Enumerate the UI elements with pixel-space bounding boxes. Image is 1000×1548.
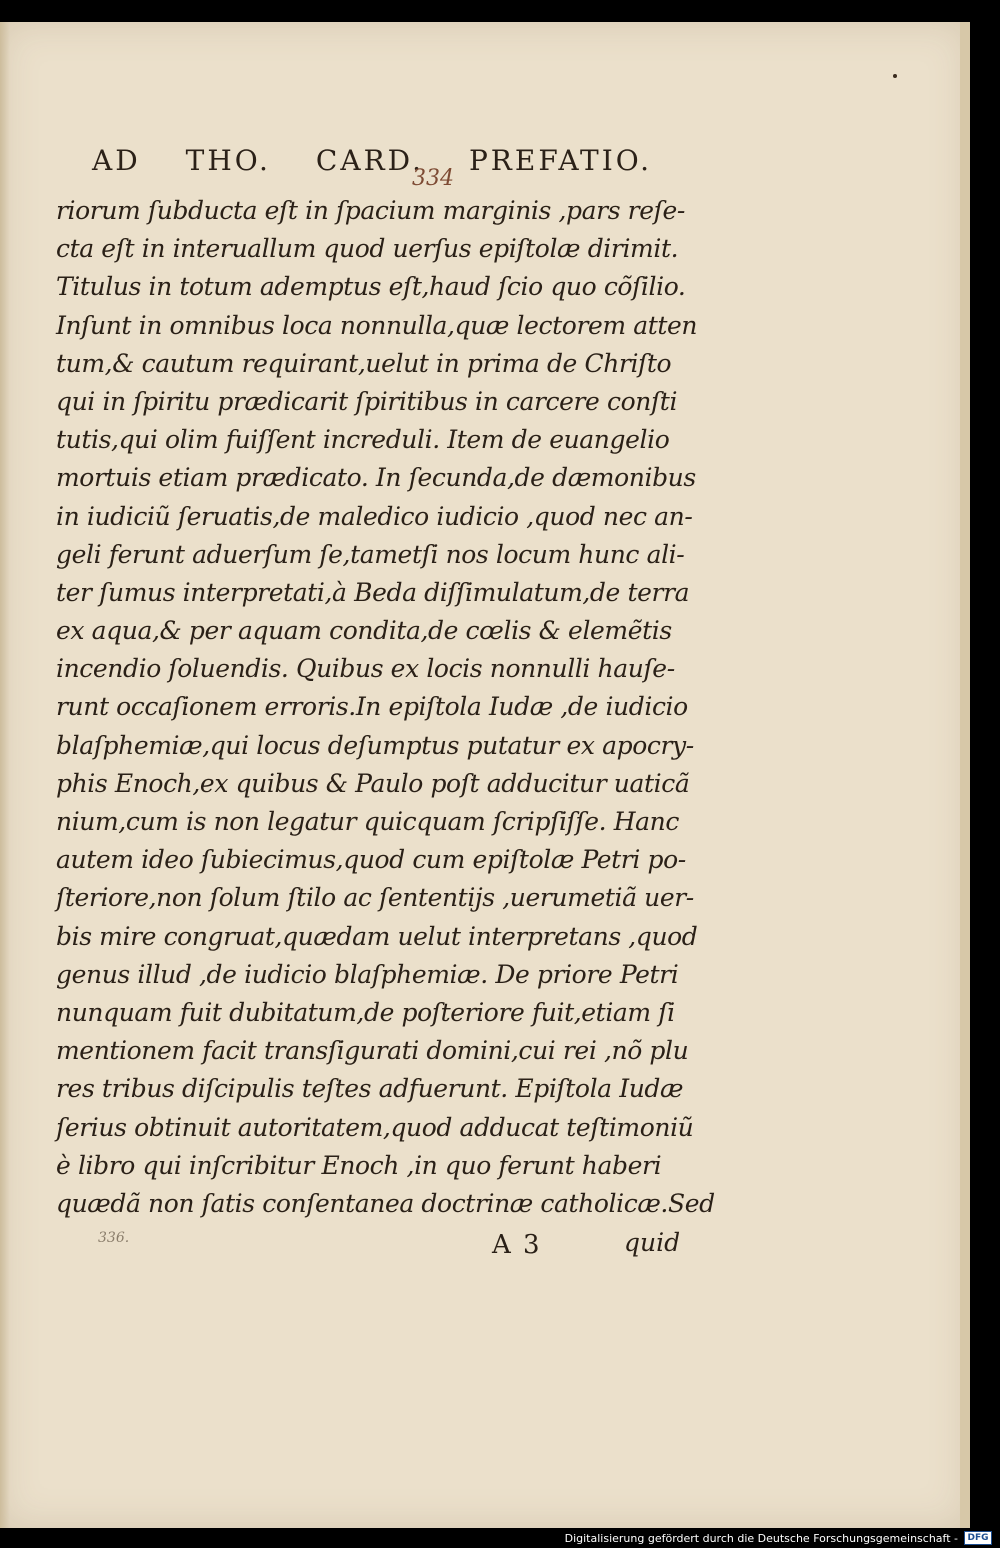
running-head-word: CARD. xyxy=(315,144,424,177)
running-head-word: THO. xyxy=(185,144,271,177)
text-line: blaſphemiæ,qui locus deſumptus putatur ex apocry- xyxy=(56,730,694,760)
page-edge xyxy=(960,22,970,1528)
text-line: ter ſumus interpretati,à Beda diſſimulatum,de terra xyxy=(56,577,690,607)
signature-mark: A 3 xyxy=(492,1230,542,1260)
footer-credit-text: Digitalisierung gefördert durch die Deutsche Forschungsgemeinschaft - xyxy=(564,1531,958,1545)
text-line: res tribus diſcipulis teſtes adfuerunt. Epiſtola Iudæ xyxy=(56,1074,684,1104)
text-line: quædã non ſatis conſentanea doctrinæ catholicæ.Sed xyxy=(56,1188,715,1218)
running-head-word: AD xyxy=(92,144,141,177)
text-line: mortuis etiam prædicato. In ſecunda,de dæmonibus xyxy=(56,463,696,493)
text-line: geli ferunt aduerſum ſe,tametſi nos locum hunc ali- xyxy=(56,539,685,569)
handwritten-margin-note: 336. xyxy=(98,1230,130,1246)
text-line: cta eſt in interuallum quod uerſus epiſtolæ dirimit. xyxy=(56,234,679,264)
running-head-word: PREFATIO. xyxy=(468,144,652,177)
text-line: bis mire congruat,quædam uelut interpretans ,quod xyxy=(56,921,698,951)
text-line: genus illud ,de iudicio blaſphemiæ. De priore Petri xyxy=(56,959,679,989)
dfg-logo-icon: DFG xyxy=(964,1531,992,1545)
text-line: mentionem facit transſigurati domini,cui rei ,nõ plu xyxy=(56,1036,689,1066)
text-line: nunquam fuit dubitatum,de poſteriore fuit,etiam ſi xyxy=(56,997,675,1027)
text-line: tutis,qui olim fuiſſent increduli. Item de euangelio xyxy=(56,425,670,455)
text-line: phis Enoch,ex quibus & Paulo poſt adducitur uaticã xyxy=(56,768,690,798)
ink-speck xyxy=(893,74,897,78)
text-line: incendio ſoluendis. Quibus ex locis nonnulli hauſe- xyxy=(56,654,675,684)
text-line: tum,& cautum requirant,uelut in prima de Chriſto xyxy=(56,348,672,378)
body-text xyxy=(56,192,715,1223)
text-line: riorum ſubducta eſt in ſpacium marginis ,pars reſe- xyxy=(56,196,685,225)
text-line: ſteriore,non ſolum ſtilo ac ſententijs ,uerumetiã uer- xyxy=(56,883,694,913)
text-line: autem ideo ſubiecimus,quod cum epiſtolæ Petri po- xyxy=(56,845,686,875)
catchword: quid xyxy=(624,1228,681,1257)
text-line: nium,cum is non legatur quicquam ſcripſiſſe. Hanc xyxy=(56,807,679,836)
handwritten-folio-number: 334 xyxy=(412,166,454,191)
text-line: runt occaſionem erroris.In epiſtola Iudæ ,de iudicio xyxy=(56,692,688,722)
text-line: qui in ſpiritu prædicarit ſpiritibus in carcere conſti xyxy=(56,386,678,416)
text-line: ex aqua,& per aquam condita,de cœlis & elemẽtis xyxy=(56,616,672,646)
text-line: Inſunt in omnibus loca nonnulla,quæ lectorem atten xyxy=(56,310,698,340)
running-head xyxy=(92,144,652,184)
text-line: in iudiciũ ſeruatis,de maledico iudicio ,quod nec an- xyxy=(56,501,693,531)
text-line: ſerius obtinuit autoritatem,quod adducat teſtimoniũ xyxy=(56,1112,694,1142)
text-line: è libro qui inſcribitur Enoch ,in quo ferunt haberi xyxy=(56,1150,662,1180)
text-line: Titulus in totum ademptus eſt,haud ſcio quo cõſilio. xyxy=(56,272,686,302)
digitization-footer xyxy=(565,1530,992,1546)
